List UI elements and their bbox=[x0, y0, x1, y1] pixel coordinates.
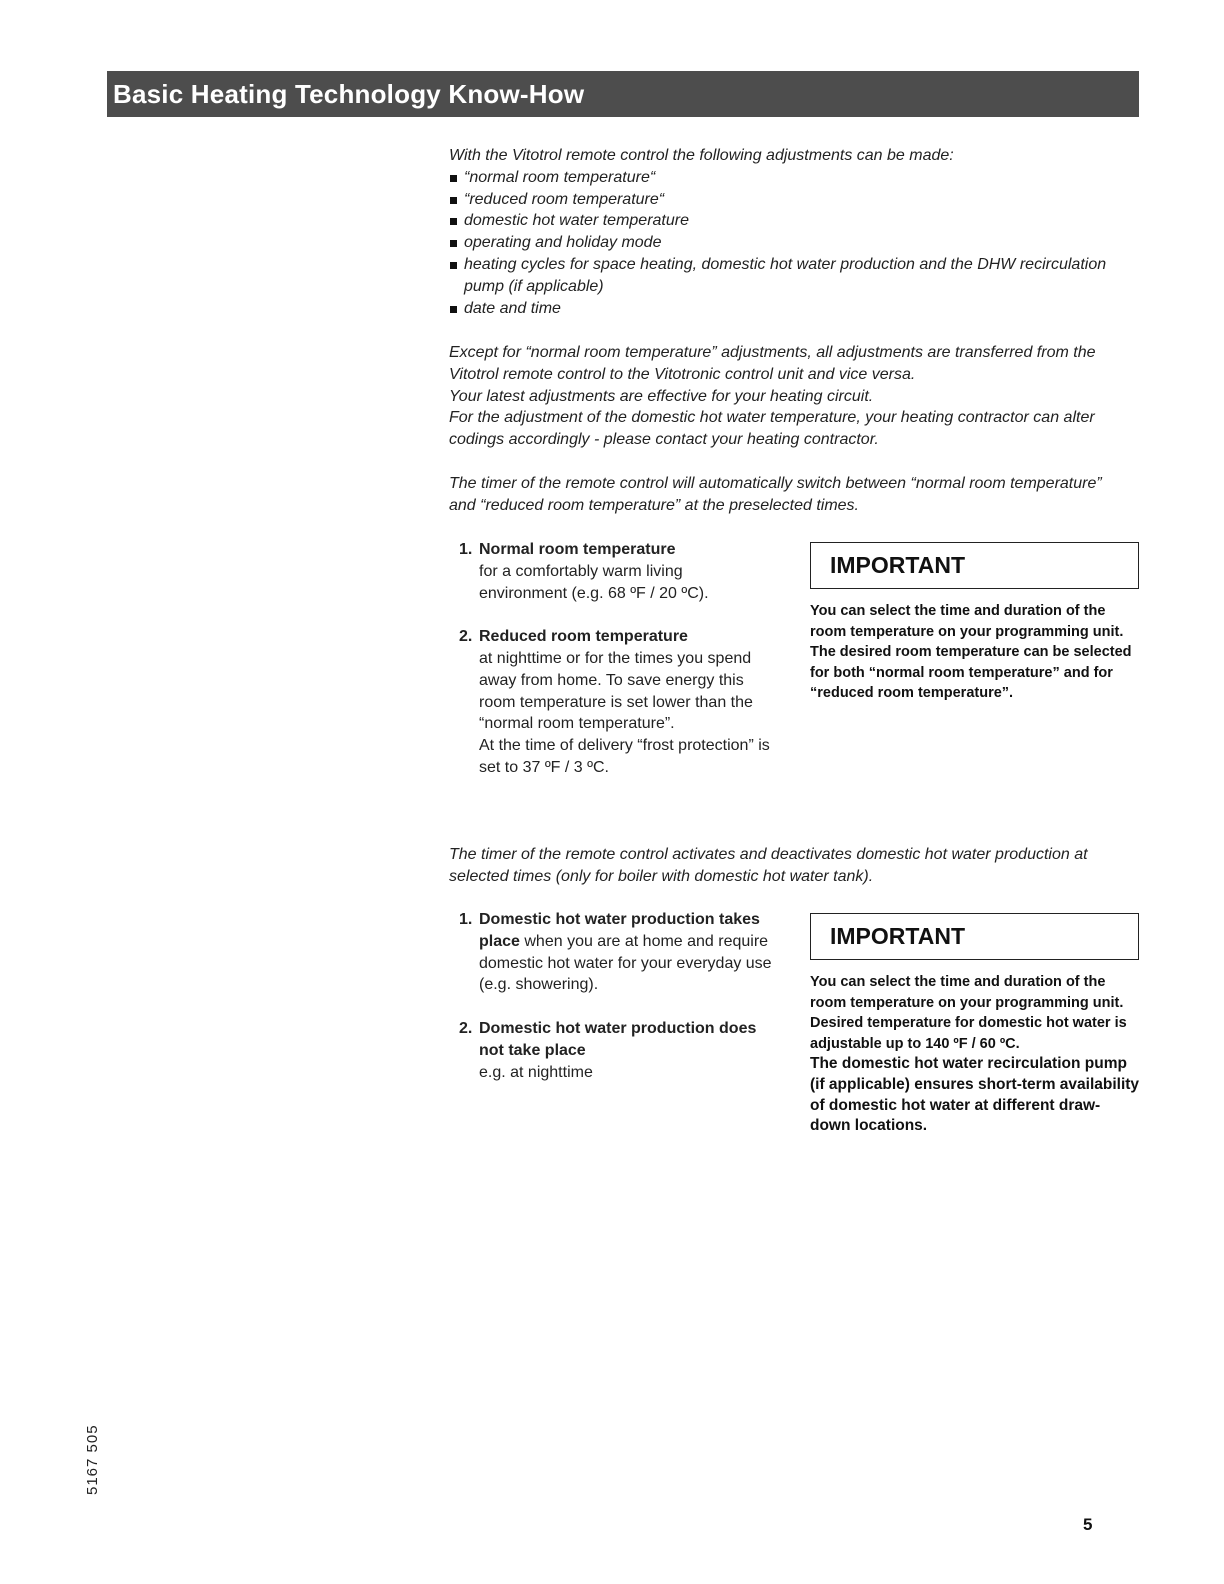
list-item bbox=[459, 1018, 789, 1083]
item-number: 1. bbox=[459, 911, 473, 928]
item-title: Domestic hot water production does not take place bbox=[479, 1019, 757, 1059]
transfer-line: For the adjustment of the domestic hot water temperature, your heating contractor can alter codings accordingly - please contact your heating contractor. bbox=[449, 409, 1095, 449]
important-line: Desired temperature for domestic hot water is adjustable up to 140 ºF / 60 ºC. bbox=[810, 1015, 1127, 1052]
item-title: Normal room temperature bbox=[479, 541, 676, 558]
list-item bbox=[459, 626, 777, 779]
list-item: “reduced room temperature“ bbox=[449, 189, 1149, 211]
intro-block bbox=[449, 145, 1149, 319]
important-line: The desired room temperature can be selected for both “normal room temperature” and for “reduced room temperature”. bbox=[810, 644, 1132, 702]
timer-room-text: The timer of the remote control will automatically switch between “normal room temperature” and “reduced room temperature” at the preselected times. bbox=[449, 475, 1102, 514]
important-note bbox=[810, 972, 1140, 1137]
important-label: IMPORTANT bbox=[810, 542, 1139, 589]
important-line: You can select the time and duration of the room temperature on your programming unit. bbox=[810, 974, 1124, 1011]
item-title: Reduced room temperature bbox=[479, 628, 688, 646]
timer-dhw-paragraph bbox=[449, 844, 1109, 888]
adjustments-list bbox=[449, 167, 1149, 320]
timer-room-paragraph bbox=[449, 473, 1129, 517]
important-label: IMPORTANT bbox=[810, 913, 1139, 960]
list-item: domestic hot water temperature bbox=[449, 210, 1149, 232]
item-body: e.g. at nighttime bbox=[479, 1063, 593, 1081]
item-body: At the time of delivery “frost protection” is set to 37 ºF / 3 ºC. bbox=[479, 737, 770, 776]
list-item: operating and holiday mode bbox=[449, 232, 1149, 254]
item-number: 2. bbox=[459, 628, 473, 646]
list-item: heating cycles for space heating, domestic hot water production and the DHW recirculation pump (if applicable) bbox=[449, 254, 1149, 298]
list-item: “normal room temperature“ bbox=[449, 167, 1149, 189]
list-item: date and time bbox=[449, 298, 1149, 320]
item-body: for a comfortably warm living environment (e.g. 68 ºF / 20 ºC). bbox=[479, 562, 709, 602]
transfer-line: Your latest adjustments are effective for your heating circuit. bbox=[449, 387, 874, 405]
important-line: You can select the time and duration of the room temperature on your programming unit. bbox=[810, 603, 1124, 640]
transfer-line: Except for “normal room temperature” adjustments, all adjustments are transferred from the Vitotrol remote control to the Vitotronic control unit and vice versa. bbox=[449, 344, 1096, 383]
list-item bbox=[459, 909, 789, 996]
document-code: 5167 505 bbox=[84, 1424, 101, 1495]
list-item bbox=[459, 539, 777, 604]
transfer-paragraph bbox=[449, 342, 1139, 451]
item-body: when you are at home and require domestic hot water for your everyday use (e.g. showering). bbox=[479, 932, 772, 994]
item-body: at nighttime or for the times you spend away from home. To save energy this room temperature is set lower than the “normal room temperature”. bbox=[479, 649, 753, 733]
room-temperature-list bbox=[459, 539, 777, 779]
important-line: The domestic hot water recirculation pump (if applicable) ensures short-term availability of domestic hot water at different draw-down locations. bbox=[810, 1055, 1140, 1135]
section-header: Basic Heating Technology Know-How bbox=[107, 71, 1139, 117]
item-number: 1. bbox=[459, 541, 473, 558]
page-number: 5 bbox=[1083, 1515, 1093, 1534]
important-note bbox=[810, 601, 1140, 704]
item-number: 2. bbox=[459, 1019, 473, 1037]
dhw-list bbox=[459, 909, 789, 1083]
item-title: Domestic hot water production takes place bbox=[479, 911, 760, 950]
intro-lead: With the Vitotrol remote control the following adjustments can be made: bbox=[449, 147, 954, 164]
timer-dhw-text: The timer of the remote control activates and deactivates domestic hot water production at selected times (only for boiler with domestic hot water tank). bbox=[449, 846, 1088, 885]
